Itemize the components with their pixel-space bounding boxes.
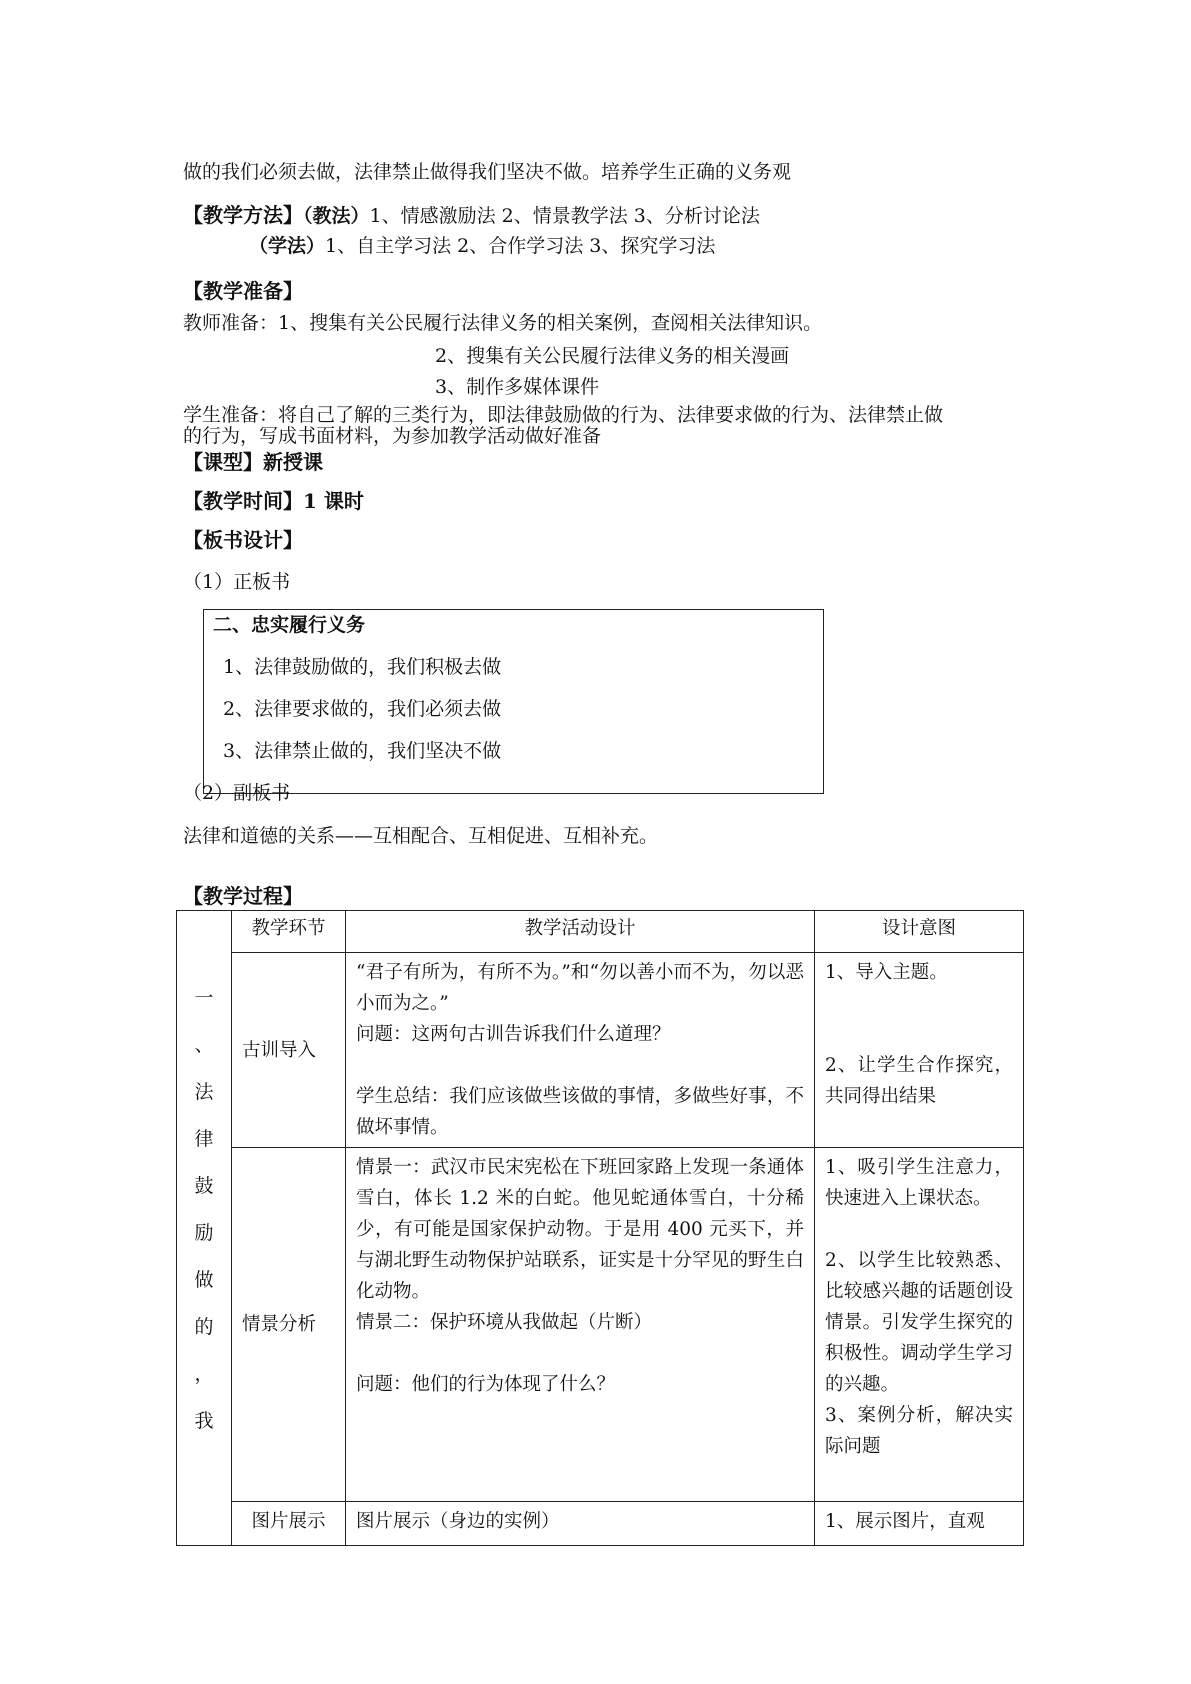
activity-text: 问题：这两句古训告诉我们什么道理？ bbox=[356, 1024, 671, 1045]
side-char: 励 bbox=[194, 1222, 214, 1244]
process-heading: 【教学过程】 bbox=[183, 884, 303, 908]
prep-heading: 【教学准备】 bbox=[183, 279, 303, 303]
intent-cell bbox=[815, 1502, 1024, 1546]
table-row bbox=[177, 1502, 1024, 1546]
lesson-type: 【课型】新授课 bbox=[183, 450, 323, 474]
board-item: 3、法律禁止做的，我们坚决不做 bbox=[223, 740, 502, 762]
methods-heading: 【教学方法】 bbox=[183, 203, 303, 227]
intro-text: 做的我们必须去做，法律禁止做得我们坚决不做。培养学生正确的义务观 bbox=[183, 161, 792, 183]
board-heading: 【板书设计】 bbox=[183, 528, 303, 552]
teacher-prep-1: 教师准备：1、搜集有关公民履行法律义务的相关案例，查阅相关法律知识。 bbox=[183, 312, 823, 334]
side-char: 法 bbox=[194, 1081, 214, 1103]
activity-text: 学生总结：我们应该做些该做的事情，多做些好事，不做坏事情。 bbox=[356, 1086, 804, 1138]
lesson-time: 【教学时间】1 课时 bbox=[183, 489, 364, 513]
side-char: 律 bbox=[194, 1128, 214, 1150]
activity-text: 情景二：保护环境从我做起（片断） bbox=[356, 1312, 653, 1333]
learn-method-label: （学法） bbox=[249, 235, 326, 257]
side-char: 、 bbox=[194, 1034, 214, 1056]
teacher-prep-3: 3、制作多媒体课件 bbox=[435, 376, 600, 398]
side-char: 我 bbox=[194, 1410, 214, 1432]
activity-cell bbox=[346, 1502, 815, 1546]
intent-text: 2、以学生比较熟悉、比较感兴趣的话题创设情景。引发学生探究的积极性。调动学生学习的兴趣。 bbox=[825, 1250, 1013, 1395]
stage-cell: 情景分析 bbox=[232, 1148, 346, 1502]
header-stage: 教学环节 bbox=[232, 911, 346, 953]
activity-text: 问题：他们的行为体现了什么？ bbox=[356, 1374, 616, 1395]
teach-method-label: （教法） bbox=[303, 205, 370, 227]
student-prep-1: 学生准备：将自己了解的三类行为，即法律鼓励做的行为、法律要求做的行为、法律禁止做 bbox=[183, 404, 944, 426]
methods-line-2 bbox=[249, 235, 715, 257]
learn-method-items: 1、自主学习法 2、合作学习法 3、探究学习法 bbox=[325, 235, 716, 257]
table-row bbox=[177, 953, 1024, 1148]
activity-text: “君子有所为，有所不为。”和“勿以善小而不为，勿以恶小而为之。” bbox=[356, 962, 804, 1014]
side-char: 做 bbox=[194, 1269, 214, 1291]
intent-text: 3、案例分析，解决实际问题 bbox=[825, 1405, 1013, 1457]
main-board-label: （1）正板书 bbox=[183, 571, 291, 593]
board-item: 1、法律鼓励做的，我们积极去做 bbox=[223, 656, 502, 678]
sub-board-text: 法律和道德的关系——互相配合、互相促进、互相补充。 bbox=[183, 825, 659, 847]
sub-board-label: （2）副板书 bbox=[183, 782, 291, 804]
board-title: 二、忠实履行义务 bbox=[213, 614, 366, 636]
teach-method-items: 1、情感激励法 2、情景教学法 3、分析讨论法 bbox=[369, 205, 760, 227]
intent-cell bbox=[815, 953, 1024, 1148]
teacher-prep-2: 2、搜集有关公民履行法律义务的相关漫画 bbox=[435, 345, 790, 367]
stage-cell: 图片展示 bbox=[232, 1502, 346, 1546]
intent-text: 1、吸引学生注意力，快速进入上课状态。 bbox=[825, 1157, 1013, 1209]
table-header-row bbox=[177, 911, 1024, 953]
activity-cell bbox=[346, 1148, 815, 1502]
intent-text: 1、展示图片，直观 bbox=[825, 1511, 985, 1532]
stage-cell: 古训导入 bbox=[232, 953, 346, 1148]
intent-cell bbox=[815, 1148, 1024, 1502]
student-prep-2: 的行为，写成书面材料，为参加教学活动做好准备 bbox=[183, 425, 602, 447]
board-item: 2、法律要求做的，我们必须去做 bbox=[223, 698, 502, 720]
header-activity: 教学活动设计 bbox=[346, 911, 815, 953]
side-char: 一 bbox=[194, 987, 214, 1009]
header-intent: 设计意图 bbox=[815, 911, 1024, 953]
methods-line-1 bbox=[183, 203, 760, 227]
activity-cell bbox=[346, 953, 815, 1148]
activity-text: 图片展示（身边的实例） bbox=[356, 1511, 560, 1532]
process-table bbox=[176, 910, 1024, 1546]
side-char: 鼓 bbox=[194, 1175, 214, 1197]
side-label-cell bbox=[177, 911, 232, 1546]
side-char: 的 bbox=[194, 1316, 214, 1338]
intent-text: 1、导入主题。 bbox=[825, 962, 948, 983]
table-row bbox=[177, 1148, 1024, 1502]
activity-text: 情景一：武汉市民宋宪松在下班回家路上发现一条通体雪白，体长 1.2 米的白蛇。他见蛇通体雪白，十分稀少，有可能是国家保护动物。于是用 400 元买下，并与湖北野生动物保护站联系，证实是十分罕见的野生白化动物。 bbox=[356, 1157, 804, 1302]
intent-text: 2、让学生合作探究，共同得出结果 bbox=[825, 1055, 1013, 1107]
side-char: ， bbox=[194, 1363, 214, 1385]
